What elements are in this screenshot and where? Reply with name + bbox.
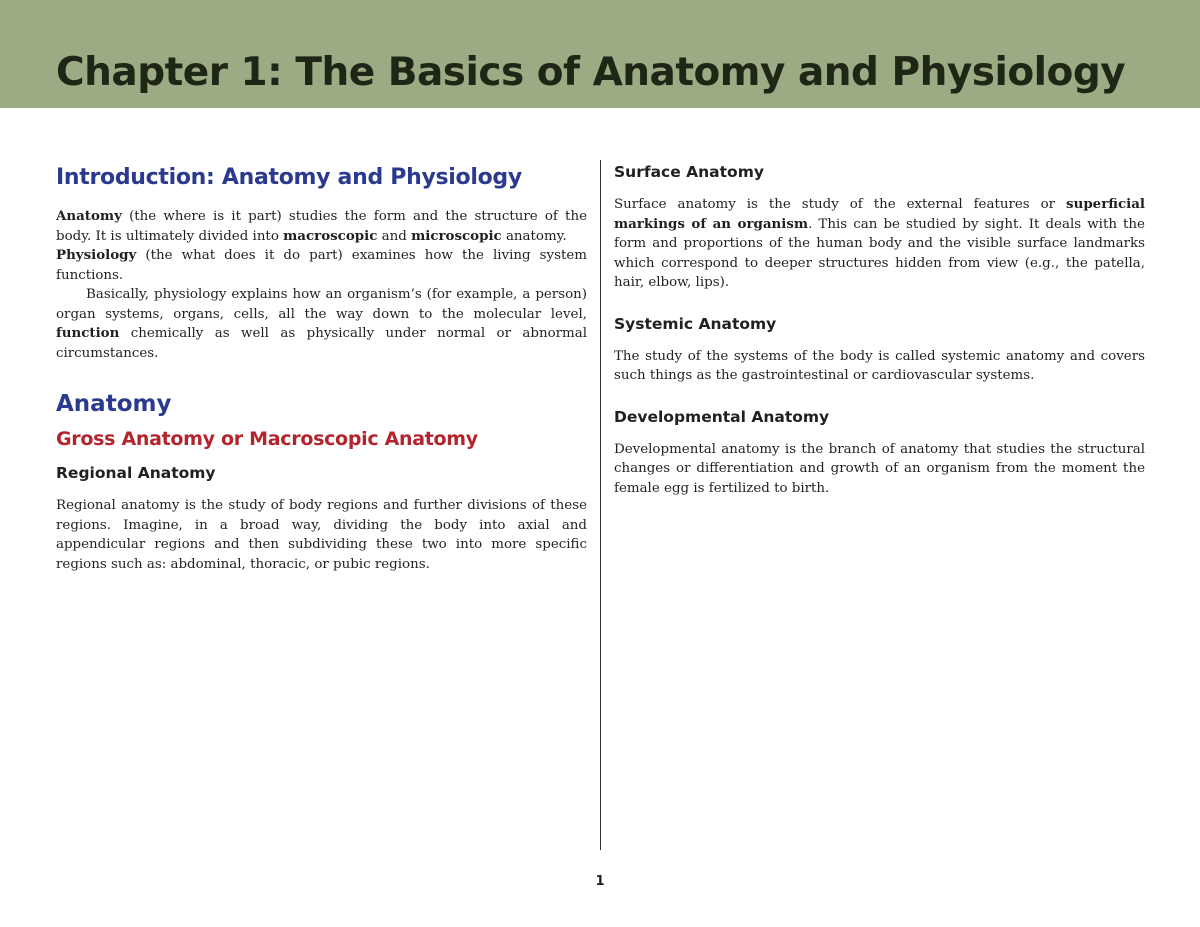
superficial-markings-term: superficial markings of an organism [614,196,1145,232]
systemic-anatomy-text: The study of the systems of the body is called systemic anatomy and covers such things as the gastrointestinal or cardiovascular systems. [614,348,1145,383]
physiology-term: Physiology [56,247,137,263]
intro-heading: Introduction: Anatomy and Physiology [56,165,522,190]
right-column [614,158,1145,498]
systemic-anatomy-heading: Systemic Anatomy [614,314,777,333]
intro-paragraph-anatomy: Anatomy (the where is it part) studies the form and the structure of the body. It is ultimately divided into macroscopic and microscopic anatomy. [56,208,587,244]
developmental-anatomy-text: Developmental anatomy is the branch of anatomy that studies the structural changes or differentiation and growth of an organism from the moment the female egg is fertilized to birth. [614,441,1145,496]
regional-anatomy-text: Regional anatomy is the study of body regions and further divisions of these regions. Imagine, in a broad way, dividing the body into axial and appendicular regions and then subdividing these two into more specific regions such as: abdominal, thoracic, or pubic regions. [56,498,587,572]
developmental-anatomy-heading: Developmental Anatomy [614,407,830,426]
surface-anatomy-heading: Surface Anatomy [614,163,764,181]
column-divider [600,160,601,850]
intro-paragraph-physiology: Physiology (the what does it do part) examines how the living system functions. [56,247,587,283]
anatomy-heading: Anatomy [56,391,172,417]
intro-paragraph-basically: Basically, physiology explains how an organism’s (for example, a person) organ systems, organs, cells, all the way down to the molecular level, function chemically as well as physically under normal or abnormal circumstances. [56,287,587,361]
regional-anatomy-heading: Regional Anatomy [56,464,216,482]
chapter-header-band [0,0,1200,108]
page-number: 1 [595,874,605,889]
left-column [56,158,587,574]
gross-anatomy-heading: Gross Anatomy or Macroscopic Anatomy [56,428,478,450]
surface-anatomy-text: Surface anatomy is the study of the external features or superficial markings of an organism. This can be studied by sight. It deals with the form and proportions of the human body and the visible surface landmarks which correspond to deeper structures hidden from view (e.g., the patella, hair, elbow, lips). [614,196,1145,290]
macroscopic-term: macroscopic [283,227,378,244]
microscopic-term: microscopic [411,227,502,244]
anatomy-term: Anatomy [56,208,122,224]
function-term: function [56,325,120,341]
chapter-title: Chapter 1: The Basics of Anatomy and Physiology [56,50,1126,95]
